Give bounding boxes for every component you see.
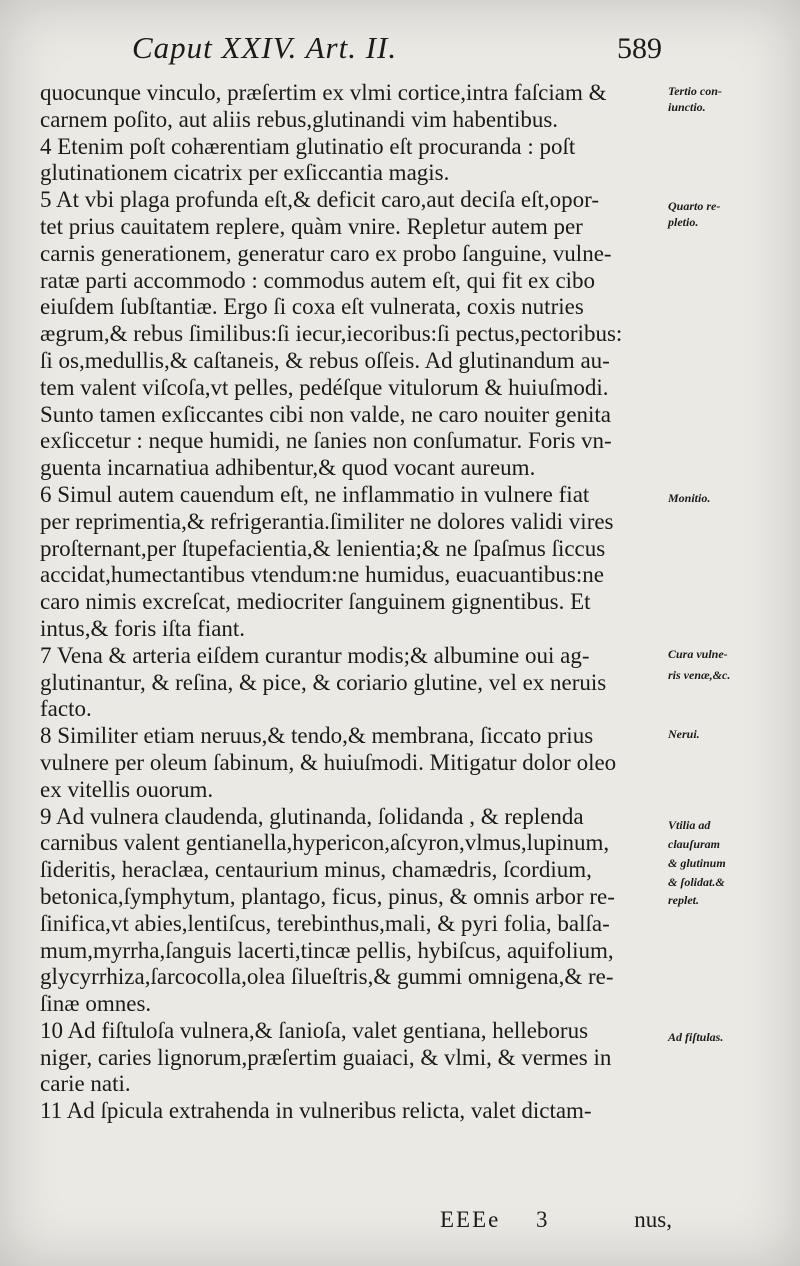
text-line: carnis generationem, generatur caro ex probo ſanguine, vulne- — [40, 240, 612, 266]
text-line: ratæ parti accommodo : commodus autem eſt, qui fit ex cibo — [40, 267, 596, 293]
text-line: 11 Ad ſpicula extrahenda in vulneribus relicta, valet dictam- — [40, 1098, 592, 1124]
margin-note: Quarto re- — [668, 199, 721, 214]
page-number: 589 — [617, 32, 662, 65]
text-line: accidat,humectantibus vtendum:ne humidus, euacuantibus:ne — [40, 562, 604, 588]
margin-note: ris venæ,&c. — [668, 668, 731, 683]
text-line: caro nimis excreſcat, mediocriter ſanguinem gignentibus. Et — [40, 589, 591, 615]
page-header — [132, 30, 662, 74]
text-line: ægrum,& rebus ſimilibus:ſi iecur,iecoribus:ſi pectus,pectoribus: — [40, 321, 623, 347]
text-line: 7 Vena & arteria eiſdem curantur modis;& albumine oui ag- — [40, 642, 590, 668]
text-line: tem valent viſcoſa,vt pelles, pedéſque vitulorum & huiuſmodi. — [40, 374, 609, 400]
margin-note: replet. — [668, 893, 699, 908]
text-line: proſternant,per ſtupefacientia,& lenientia;& ne ſpaſmus ſiccus — [40, 535, 606, 561]
signature-mark: EEEe — [440, 1207, 501, 1232]
text-line: facto. — [40, 696, 92, 722]
text-line: 6 Simul autem cauendum eſt, ne inflammatio in vulnere fiat — [40, 481, 590, 507]
margin-note: Monitio. — [668, 491, 711, 506]
text-line: carnibus valent gentianella,hypericon,aſcyron,vlmus,lupinum, — [40, 830, 610, 856]
text-line: ex vitellis ouorum. — [40, 776, 214, 802]
text-line: ſinæ omnes. — [40, 991, 152, 1017]
text-line: ſi os,medullis,& caſtaneis, & rebus oſſeis. Ad glutinandum au- — [40, 347, 610, 373]
margin-note: Vtilia ad — [668, 818, 711, 833]
text-line: 10 Ad fiſtuloſa vulnera,& ſanioſa, valet gentiana, helleborus — [40, 1017, 589, 1043]
margin-note: Nerui. — [668, 727, 700, 742]
signature-number: 3 — [536, 1207, 548, 1232]
margin-note: iunctio. — [668, 100, 706, 115]
margin-note: & glutinum — [668, 855, 726, 870]
text-line: 9 Ad vulnera claudenda, glutinanda, ſolidanda , & replenda — [40, 803, 584, 829]
text-line: per reprimentia,& refrigerantia.ſimiliter ne dolores validi vires — [40, 508, 614, 534]
text-line: glutinationem cicatrix per exſiccantia magis. — [40, 160, 450, 186]
text-line: glutinantur, & reſina, & pice, & coriario glutine, vel ex neruis — [40, 669, 607, 695]
text-line: 4 Etenim poſt cohærentiam glutinatio eſt procuranda : poſt — [40, 133, 576, 159]
running-head: Caput XXIV. Art. II. — [132, 30, 398, 65]
text-line: guenta incarnatiua adhibentur,& quod vocant aureum. — [40, 455, 536, 481]
catchword: nus, — [634, 1207, 672, 1232]
text-line: quocunque vinculo, præſertim ex vlmi cortice,intra faſciam & — [40, 80, 607, 105]
margin-note: clauſuram — [668, 837, 721, 852]
page-footer — [40, 1207, 672, 1237]
margin-note: Cura vulne- — [668, 646, 728, 661]
text-line: niger, caries lignorum,præſertim guaiaci, & vlmi, & vermes in — [40, 1044, 612, 1070]
text-line: vulnere per oleum ſabinum, & huiuſmodi. Mitigatur dolor oleo — [40, 749, 617, 775]
margin-note: Tertio con- — [668, 84, 722, 98]
margin-note: Ad fiſtulas. — [668, 1030, 724, 1045]
text-line: mum,myrrha,ſanguis lacerti,tincæ pellis, hybiſcus, aquifolium, — [40, 937, 614, 963]
text-line: carnem poſito, aut aliis rebus,glutinandi vim habentibus. — [40, 106, 559, 132]
text-line: 5 At vbi plaga profunda eſt,& deficit caro,aut deciſa eſt,opor- — [40, 187, 600, 213]
text-line: tet prius cauitatem replere, quàm vnire. Repletur autem per — [40, 213, 583, 239]
text-line: ſideritis, heraclæa, centaurium minus, chamædris, ſcordium, — [40, 857, 592, 883]
text-line: eiuſdem ſubſtantiæ. Ergo ſi coxa eſt vulnerata, coxis nutries — [40, 294, 584, 320]
text-line: carie nati. — [40, 1071, 131, 1097]
text-line: intus,& foris iſta fiant. — [40, 615, 246, 641]
text-line: glycyrrhiza,ſarcocolla,olea ſilueſtris,& gummi omnigena,& re- — [40, 964, 614, 990]
text-line: ſinifica,vt abies,lentiſcus, terebinthus,mali, & pyri folia, balſa- — [40, 910, 610, 936]
text-line: 8 Similiter etiam neruus,& tendo,& membrana, ſiccato prius — [40, 723, 594, 749]
text-line: betonica,ſymphytum, plantago, ficus, pinus, & omnis arbor re- — [40, 883, 615, 909]
margin-note: & ſolidat.& — [668, 874, 725, 889]
margin-note: pletio. — [668, 215, 699, 230]
text-line: exſiccetur : neque humidi, ne ſanies non conſumatur. Foris vn- — [40, 428, 612, 454]
body-text — [40, 80, 666, 1125]
text-line: Sunto tamen exſiccantes cibi non valde, ne caro nouiter genita — [40, 401, 611, 427]
